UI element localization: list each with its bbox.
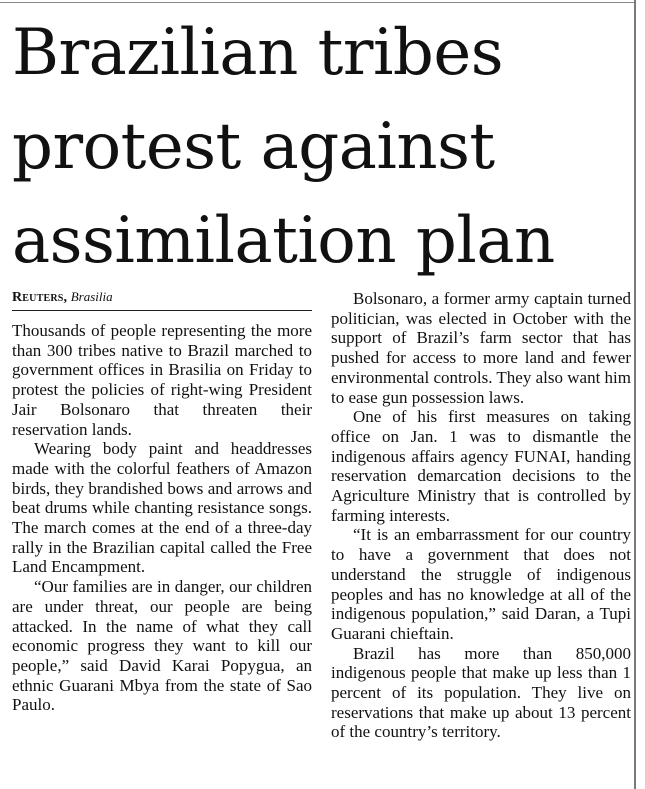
article-column-right: [331, 289, 631, 742]
paragraph: One of his first measures on taking office on Jan. 1 was to dismantle the indigenous affairs agency FUNAI, handing reservation demarcation decisions to the Agriculture Ministry that is controlled by farming interests.: [331, 407, 631, 525]
paragraph: Bolsonaro, a former army captain turned politician, was elected in October with the support of Brazil’s farm sector that has pushed for access to more land and fewer environmental controls. They also want him to ease gun possession laws.: [331, 289, 631, 407]
byline: [12, 289, 113, 306]
byline-dateline: Brasilia: [70, 289, 113, 304]
top-border-rule: [0, 2, 634, 3]
paragraph: Wearing body paint and headdresses made with the colorful feathers of Amazon birds, they brandished bows and arrows and beat drums while chanting resistance songs. The march comes at the end of a three-day rally in the Brazilian capital called the Free Land Encampment.: [12, 439, 312, 577]
paragraph: Brazil has more than 850,000 indigenous people that make up less than 1 percent of its population. They live on reservations that make up about 13 percent of the country’s territory.: [331, 643, 631, 742]
article-headline: Brazilian tribes protest against assimilation plan: [12, 16, 555, 278]
byline-rule: [12, 310, 312, 311]
article-column-left: [12, 321, 312, 715]
byline-agency: Reuters,: [12, 290, 68, 305]
paragraph: Thousands of people representing the more than 300 tribes native to Brazil marched to government offices in Brasilia on Friday to protest the policies of right-wing President Jair Bolsonaro that threaten their reservation lands.: [12, 321, 312, 439]
paragraph: “It is an embarrassment for our country to have a government that does not understand the struggle of indigenous peoples and has no knowledge at all of the indigenous population,” said Daran, a Tupi Guarani chieftain.: [331, 525, 631, 643]
paragraph: “Our families are in danger, our children are under threat, our people are being attacked. In the name of what they call economic progress they want to kill our people,” said David Karai Popygua, an ethnic Guarani Mbya from the state of Sao Paulo.: [12, 577, 312, 715]
right-border-rule: [634, 0, 636, 789]
